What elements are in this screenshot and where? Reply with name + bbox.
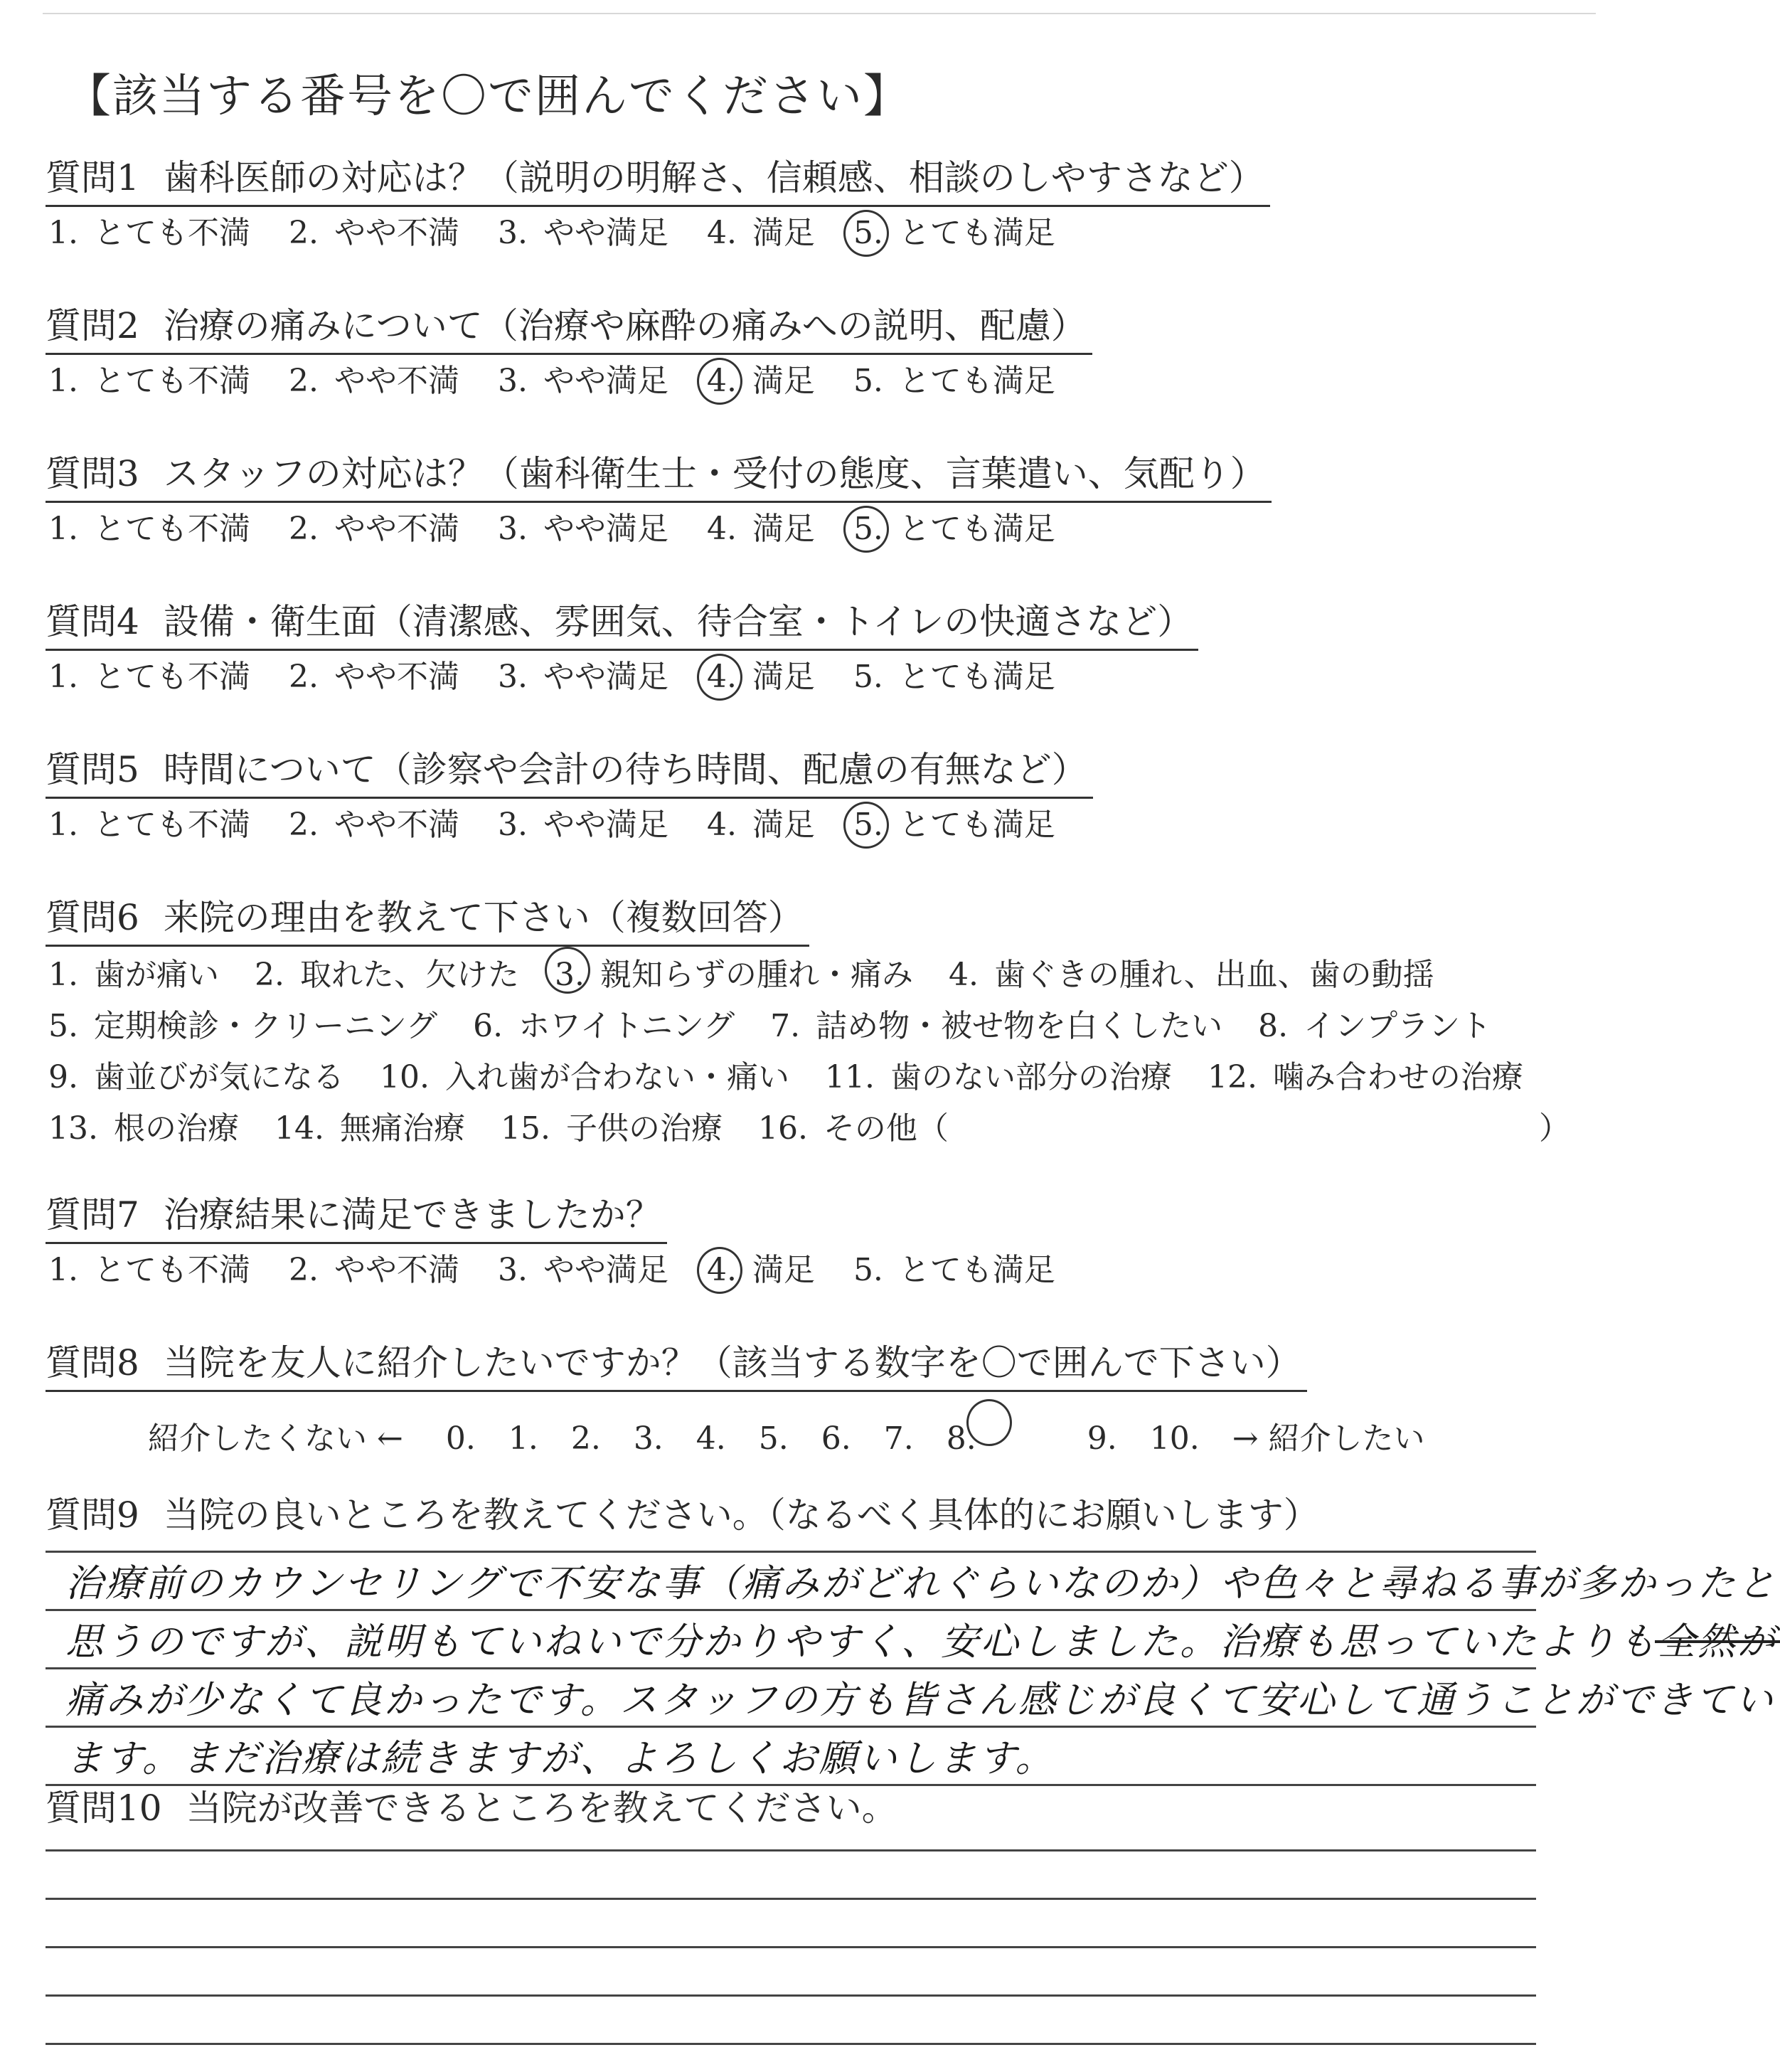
option-number: 3. [497, 807, 528, 843]
option-row [48, 1052, 1570, 1103]
option-label: 歯ぐきの腫れ、出血、歯の動揺 [993, 957, 1434, 993]
question-text: 歯科医師の対応は？（説明の明解さ、信頼感、相談のしやすさなど） [163, 157, 1264, 198]
option-number: 1. [48, 957, 78, 993]
selected-circle [843, 210, 889, 257]
option-2[interactable] [289, 213, 459, 254]
question-text: 設備・衛生面（清潔感、雰囲気、待合室・トイレの快適さなど） [163, 601, 1193, 642]
option-number: 11. [824, 1059, 875, 1095]
scale-right-label: → 紹介したい [1232, 1420, 1425, 1457]
question-number: 質問3 [46, 453, 139, 494]
option-label: その他（ [823, 1110, 949, 1147]
answer-rule [46, 1994, 1536, 1997]
question-3-heading [46, 451, 1272, 503]
question-text: 治療の痛みについて（治療や麻酔の痛みへの説明、配慮） [163, 305, 1087, 346]
scale-left-label: 紹介したくない ← [148, 1420, 403, 1457]
option-4[interactable] [707, 509, 815, 550]
option-number: 2. [288, 659, 319, 695]
option-number: 2. [288, 807, 319, 843]
question-4-options [46, 657, 1198, 698]
option-row [48, 1103, 1570, 1154]
option-3[interactable] [555, 950, 913, 1001]
question-2-heading [46, 303, 1092, 355]
scale-value-9[interactable]: 9. [1087, 1420, 1117, 1457]
option-label: 無痛治療 [339, 1110, 465, 1147]
option-label: 満足 [752, 215, 815, 251]
option-9[interactable] [48, 1052, 344, 1103]
option-number: 14. [274, 1110, 324, 1147]
option-row [48, 1001, 1570, 1052]
option-14[interactable] [275, 1103, 465, 1154]
answer-rule [46, 1898, 1536, 1900]
option-4[interactable] [707, 804, 815, 846]
option-1[interactable] [48, 950, 219, 1001]
question-number: 質問2 [46, 305, 139, 346]
option-5[interactable] [853, 213, 1055, 254]
scale-value-10[interactable]: 10. [1149, 1420, 1200, 1457]
option-label: インプラント [1304, 1008, 1492, 1044]
option-label: やや満足 [543, 659, 668, 695]
option-4[interactable] [949, 950, 1434, 1001]
option-label: とても満足 [898, 807, 1055, 843]
form-title: 【該当する番号を〇で囲んでください】 [65, 70, 910, 123]
question-number: 質問7 [46, 1194, 139, 1236]
question-text: 来院の理由を教えて下さい（複数回答） [163, 897, 804, 938]
option-number: 13. [48, 1110, 98, 1147]
option-number: 4. [706, 659, 737, 695]
question-number: 質問6 [46, 897, 139, 938]
option-number: 3. [497, 363, 528, 399]
option-1[interactable] [48, 361, 250, 402]
option-number: 7. [770, 1008, 801, 1044]
option-number: 1. [48, 807, 78, 843]
option-label: とても不満 [93, 363, 250, 399]
option-4[interactable] [707, 213, 815, 254]
question-6-heading [46, 895, 809, 947]
option-label: やや不満 [334, 511, 459, 547]
question-2-options [46, 361, 1094, 402]
option-label: やや不満 [334, 659, 459, 695]
option-number: 16. [757, 1110, 808, 1147]
option-number: 3. [497, 659, 528, 695]
option-4[interactable] [707, 657, 815, 698]
selected-circle [697, 1247, 742, 1294]
question-5-heading [46, 747, 1093, 799]
option-label: 満足 [752, 363, 815, 399]
option-label: 入れ歯が合わない・痛い [444, 1059, 789, 1095]
option-4[interactable] [707, 361, 815, 402]
option-number: 3. [497, 1252, 528, 1288]
option-16[interactable] [758, 1103, 949, 1154]
option-number: 4. [706, 511, 737, 547]
question-8-scale [46, 1402, 1458, 1460]
option-label: 満足 [752, 511, 815, 547]
option-label: とても満足 [898, 363, 1055, 399]
option-label: とても不満 [93, 659, 250, 695]
option-2[interactable] [255, 950, 519, 1001]
handwritten-text: 思うのですが、説明もていねいで分かりやすく、安心しました。治療も思っていたよりも [65, 1620, 1658, 1664]
option-12[interactable] [1208, 1052, 1523, 1103]
question-8 [46, 1340, 1458, 1460]
question-5-options [46, 804, 1094, 846]
option-label: とても不満 [93, 215, 250, 251]
option-2[interactable] [289, 509, 459, 550]
option-number: 15. [500, 1110, 550, 1147]
option-3[interactable] [498, 804, 668, 846]
question-number: 質問5 [46, 749, 139, 790]
option-label: 親知らずの腫れ・痛み [599, 957, 913, 993]
option-number: 5. [853, 363, 883, 399]
scale-value-8[interactable]: 8. [947, 1402, 1055, 1460]
option-10[interactable] [380, 1052, 789, 1103]
option-number: 1. [48, 659, 78, 695]
scale-value-1[interactable]: 1. [508, 1420, 538, 1457]
option-number: 2. [288, 511, 319, 547]
option-number: 2. [288, 363, 319, 399]
option-label: とても満足 [898, 511, 1055, 547]
scale-value-7[interactable]: 7. [883, 1420, 914, 1457]
option-13[interactable] [48, 1103, 239, 1154]
scale-value-2[interactable]: 2. [570, 1420, 601, 1457]
question-text: スタッフの対応は？（歯科衛生士・受付の態度、言葉遣い、気配り） [163, 453, 1266, 494]
question-3-options [46, 509, 1272, 550]
option-number: 12. [1207, 1059, 1257, 1095]
option-label: 歯が痛い [93, 957, 219, 993]
option-number: 2. [288, 1252, 319, 1288]
option-3[interactable] [498, 1250, 668, 1291]
scale-value-5[interactable]: 5. [758, 1420, 789, 1457]
option-4[interactable] [707, 1250, 815, 1291]
question-10-heading [46, 1785, 897, 1831]
option-label: とても満足 [898, 1252, 1055, 1288]
question-7-heading [46, 1192, 667, 1244]
handwritten-answer-line-2 [65, 1612, 1777, 1666]
option-label: 歯並びが気になる [93, 1059, 344, 1095]
question-9-heading [46, 1492, 1319, 1538]
question-2 [46, 303, 1094, 402]
answer-rule [46, 1849, 1536, 1851]
question-1 [46, 155, 1270, 254]
question-10 [46, 1785, 897, 1831]
option-2[interactable] [289, 361, 459, 402]
scale-value-6[interactable]: 6. [821, 1420, 851, 1457]
question-3 [46, 451, 1272, 550]
option-1[interactable] [48, 657, 250, 698]
question-number: 質問9 [46, 1494, 139, 1536]
answer-rule [46, 2043, 1536, 2045]
option-label: とても不満 [93, 511, 250, 547]
option-number: 5. [853, 215, 883, 251]
option-label: 噛み合わせの治療 [1272, 1059, 1523, 1095]
option-11[interactable] [825, 1052, 1172, 1103]
question-text: 治療結果に満足できましたか？ [163, 1194, 661, 1236]
option-number: 2. [254, 957, 284, 993]
option-1[interactable] [48, 213, 250, 254]
option-7[interactable] [770, 1001, 1222, 1052]
answer-rule [46, 1946, 1536, 1948]
option-number: 6. [473, 1008, 503, 1044]
selected-circle [545, 947, 590, 994]
option-number: 2. [288, 215, 319, 251]
selected-circle [843, 506, 889, 553]
option-label: とても満足 [898, 659, 1055, 695]
handwritten-answer-line-1: 治療前のカウンセリングで不安な事（痛みがどれぐらいなのか）や色々と尋ねる事が多かったと [65, 1562, 1777, 1605]
option-label: やや不満 [334, 363, 459, 399]
option-5[interactable] [48, 1001, 437, 1052]
option-3[interactable] [498, 213, 668, 254]
option-label: 定期検診・クリーニング [93, 1008, 438, 1044]
question-text: 時間について（診察や会計の待ち時間、配慮の有無など） [163, 749, 1087, 790]
option-number: 5. [853, 659, 883, 695]
answer-rule [46, 1551, 1536, 1553]
scale-value-3[interactable]: 3. [633, 1420, 663, 1457]
question-7 [46, 1192, 1094, 1291]
option-label: とても不満 [93, 1252, 250, 1288]
option-number: 3. [554, 957, 585, 993]
option-label: 取れた、欠けた [299, 957, 519, 993]
question-number: 質問8 [46, 1342, 139, 1383]
question-1-heading [46, 155, 1270, 207]
option-number: 5. [853, 1252, 883, 1288]
question-text: 当院を友人に紹介したいですか？（該当する数字を〇で囲んで下さい） [163, 1342, 1301, 1383]
option-number: 1. [48, 363, 78, 399]
question-number: 質問10 [46, 1787, 162, 1829]
selected-circle [843, 802, 889, 849]
handwritten-answer-line-3: 痛みが少なくて良かったです。スタッフの方も皆さん感じが良くて安心して通うことができてい [65, 1679, 1775, 1722]
option-15[interactable] [501, 1103, 723, 1154]
question-6-options [46, 950, 1570, 1154]
selected-circle [697, 654, 742, 701]
handwritten-answer-line-4: ます。まだ治療は続きますが、よろしくお願いします。 [65, 1737, 1055, 1780]
question-text: 当院の良いところを教えてください。（なるべく具体的にお願いします） [163, 1494, 1319, 1536]
option-number: 8. [1258, 1008, 1289, 1044]
option-2[interactable] [289, 804, 459, 846]
option-3[interactable] [498, 509, 668, 550]
option-5[interactable] [853, 657, 1055, 698]
option-label: 満足 [752, 1252, 815, 1288]
question-7-options [46, 1250, 1094, 1291]
option-5[interactable] [853, 1250, 1055, 1291]
option-label: とても満足 [898, 215, 1055, 251]
option-label: 満足 [752, 659, 815, 695]
option-number: 3. [497, 511, 528, 547]
option-1[interactable] [48, 804, 250, 846]
option-label: やや満足 [543, 215, 668, 251]
question-4 [46, 599, 1198, 698]
option-row [48, 950, 1570, 1001]
option-number: 1. [48, 511, 78, 547]
option-label: やや満足 [543, 807, 668, 843]
option-label: 根の治療 [113, 1110, 239, 1147]
option-6[interactable] [473, 1001, 735, 1052]
option-label: やや満足 [543, 363, 668, 399]
question-number: 質問1 [46, 157, 139, 198]
question-9 [46, 1492, 1319, 1538]
question-8-heading [46, 1340, 1307, 1392]
option-number: 4. [706, 215, 737, 251]
option-number: 5. [853, 807, 883, 843]
option-label: 子供の治療 [565, 1110, 723, 1147]
option-3[interactable] [498, 361, 668, 402]
question-6 [46, 895, 1570, 1154]
option-2[interactable] [289, 657, 459, 698]
option-label: 満足 [752, 807, 815, 843]
option-number: 4. [948, 957, 979, 993]
option-label: やや満足 [543, 511, 668, 547]
option-label: やや満足 [543, 1252, 668, 1288]
option-number: 1. [48, 215, 78, 251]
selected-circle [966, 1399, 1012, 1446]
question-text: 当院が改善できるところを教えてください。 [186, 1787, 897, 1829]
option-label: やや不満 [334, 1252, 459, 1288]
other-close-paren: ） [1538, 1110, 1570, 1147]
selected-circle [697, 358, 742, 405]
option-number: 9. [48, 1059, 78, 1095]
option-number: 1. [48, 1252, 78, 1288]
option-label: 詰め物・被せ物を白くしたい [816, 1008, 1223, 1044]
option-number: 5. [48, 1008, 78, 1044]
scale-value-0[interactable]: 0. [445, 1420, 476, 1457]
struck-out-text: 全然が [1658, 1612, 1777, 1666]
option-label: やや不満 [334, 807, 459, 843]
option-label: ホワイトニング [518, 1008, 735, 1044]
option-5[interactable] [853, 361, 1055, 402]
option-label: 歯のない部分の治療 [890, 1059, 1172, 1095]
option-1[interactable] [48, 1250, 250, 1291]
question-4-heading [46, 599, 1198, 651]
top-border [43, 13, 1596, 14]
option-2[interactable] [289, 1250, 459, 1291]
option-1[interactable] [48, 509, 250, 550]
option-number: 3. [497, 215, 528, 251]
option-5[interactable] [853, 804, 1055, 846]
option-number: 10. [379, 1059, 430, 1095]
option-number: 4. [706, 363, 737, 399]
answer-rule [46, 1609, 1536, 1611]
answer-rule [46, 1726, 1536, 1728]
option-number: 4. [706, 1252, 737, 1288]
question-5 [46, 747, 1094, 846]
answer-rule [46, 1667, 1536, 1669]
scale-value-4[interactable]: 4. [696, 1420, 726, 1457]
option-3[interactable] [498, 657, 668, 698]
option-5[interactable] [853, 509, 1055, 550]
option-number: 5. [853, 511, 883, 547]
option-label: やや不満 [334, 215, 459, 251]
question-number: 質問4 [46, 601, 139, 642]
option-8[interactable] [1258, 1001, 1491, 1052]
option-label: とても不満 [93, 807, 250, 843]
option-number: 4. [706, 807, 737, 843]
question-1-options [46, 213, 1270, 254]
